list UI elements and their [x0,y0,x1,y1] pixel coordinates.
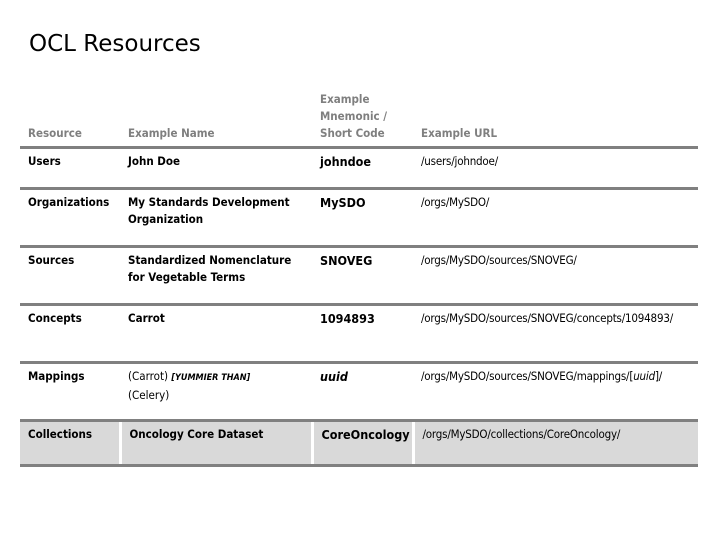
cell-resource: Sources [20,247,120,305]
cell-name [120,363,312,421]
cell-mnemonic: johndoe [312,148,413,189]
header-example-url: Example URL [413,86,698,148]
name-part-celery: (Celery) [128,388,170,402]
cell-name: Carrot [120,305,312,363]
name-part-relation: [YUMMIER THAN] [171,373,251,383]
cell-name: Standardized Nomenclature for Vegetable Terms [120,247,312,305]
header-mnemonic: Example Mnemonic / Short Code [312,86,413,148]
cell-resource: Concepts [20,305,120,363]
page-title: OCL Resources [29,31,201,57]
cell-mnemonic: uuid [312,363,413,421]
cell-url: /orgs/MySDO/collections/CoreOncology/ [413,421,698,466]
cell-resource: Organizations [20,189,120,247]
cell-url: /orgs/MySDO/ [413,189,698,247]
cell-name: My Standards Development Organization [120,189,312,247]
cell-mnemonic: CoreOncology [312,421,413,466]
cell-url [413,363,698,421]
url-prefix: /orgs/MySDO/sources/SNOVEG/mappings/[ [421,369,634,383]
header-example-name: Example Name [120,86,312,148]
table-row [20,363,698,421]
table-row [20,305,698,363]
cell-resource: Users [20,148,120,189]
table-row [20,421,698,466]
url-uuid: uuid [633,369,655,383]
table-row [20,148,698,189]
name-part-carrot: (Carrot) [128,369,172,383]
table-row [20,189,698,247]
cell-name: John Doe [120,148,312,189]
table-header-row [20,86,698,148]
resources-table [20,86,698,467]
cell-name: Oncology Core Dataset [120,421,312,466]
url-suffix: ]/ [654,369,663,383]
table-row [20,247,698,305]
cell-url: /users/johndoe/ [413,148,698,189]
cell-url: /orgs/MySDO/sources/SNOVEG/concepts/1094893/ [413,305,698,363]
cell-mnemonic: MySDO [312,189,413,247]
header-resource: Resource [20,86,120,148]
cell-url: /orgs/MySDO/sources/SNOVEG/ [413,247,698,305]
cell-mnemonic: SNOVEG [312,247,413,305]
cell-mnemonic: 1094893 [312,305,413,363]
cell-resource: Collections [20,421,120,466]
cell-resource: Mappings [20,363,120,421]
